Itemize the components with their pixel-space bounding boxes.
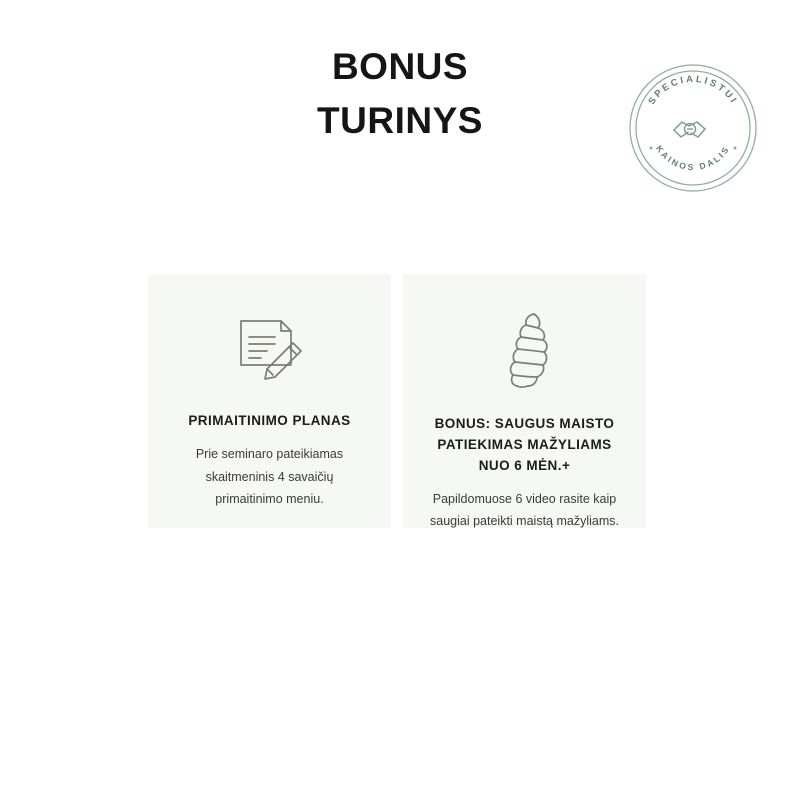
card-title-line: NUO 6 MĖN.+ [478, 457, 571, 473]
card-primaitinimo-planas [148, 274, 391, 528]
card-body-line: saugiai pateikti maistą mažyliams. [430, 514, 619, 529]
specialist-price-seal [627, 62, 759, 194]
card-body [430, 488, 619, 533]
card-body-line: Papildomuose 6 video rasite kaip [432, 491, 617, 506]
page-title-line-2: TURINYS [317, 99, 483, 141]
card-body [196, 443, 343, 510]
document-pen-icon [231, 308, 309, 397]
page-title-line-1: BONUS [331, 46, 469, 87]
croissant-icon [490, 308, 560, 400]
card-body-line: primaitinimo meniu. [215, 491, 324, 506]
card-body-line: skaitmeninis 4 savaičių [205, 469, 334, 484]
svg-text:KAINOS DALIS: KAINOS DALIS [654, 143, 732, 173]
card-bonus-saugus-maistas [403, 274, 646, 528]
card-title-line: BONUS: SAUGUS MAISTO [434, 416, 615, 431]
card-title: PRIMAITINIMO PLANAS [188, 413, 351, 429]
bonus-cards [148, 274, 646, 528]
card-title [425, 414, 624, 477]
card-title-line: PATIEKIMAS MAŽYLIAMS [437, 436, 612, 452]
card-body-line: Prie seminaro pateikiamas [195, 447, 344, 462]
svg-text:SPECIALISTUI: SPECIALISTUI [646, 73, 740, 107]
